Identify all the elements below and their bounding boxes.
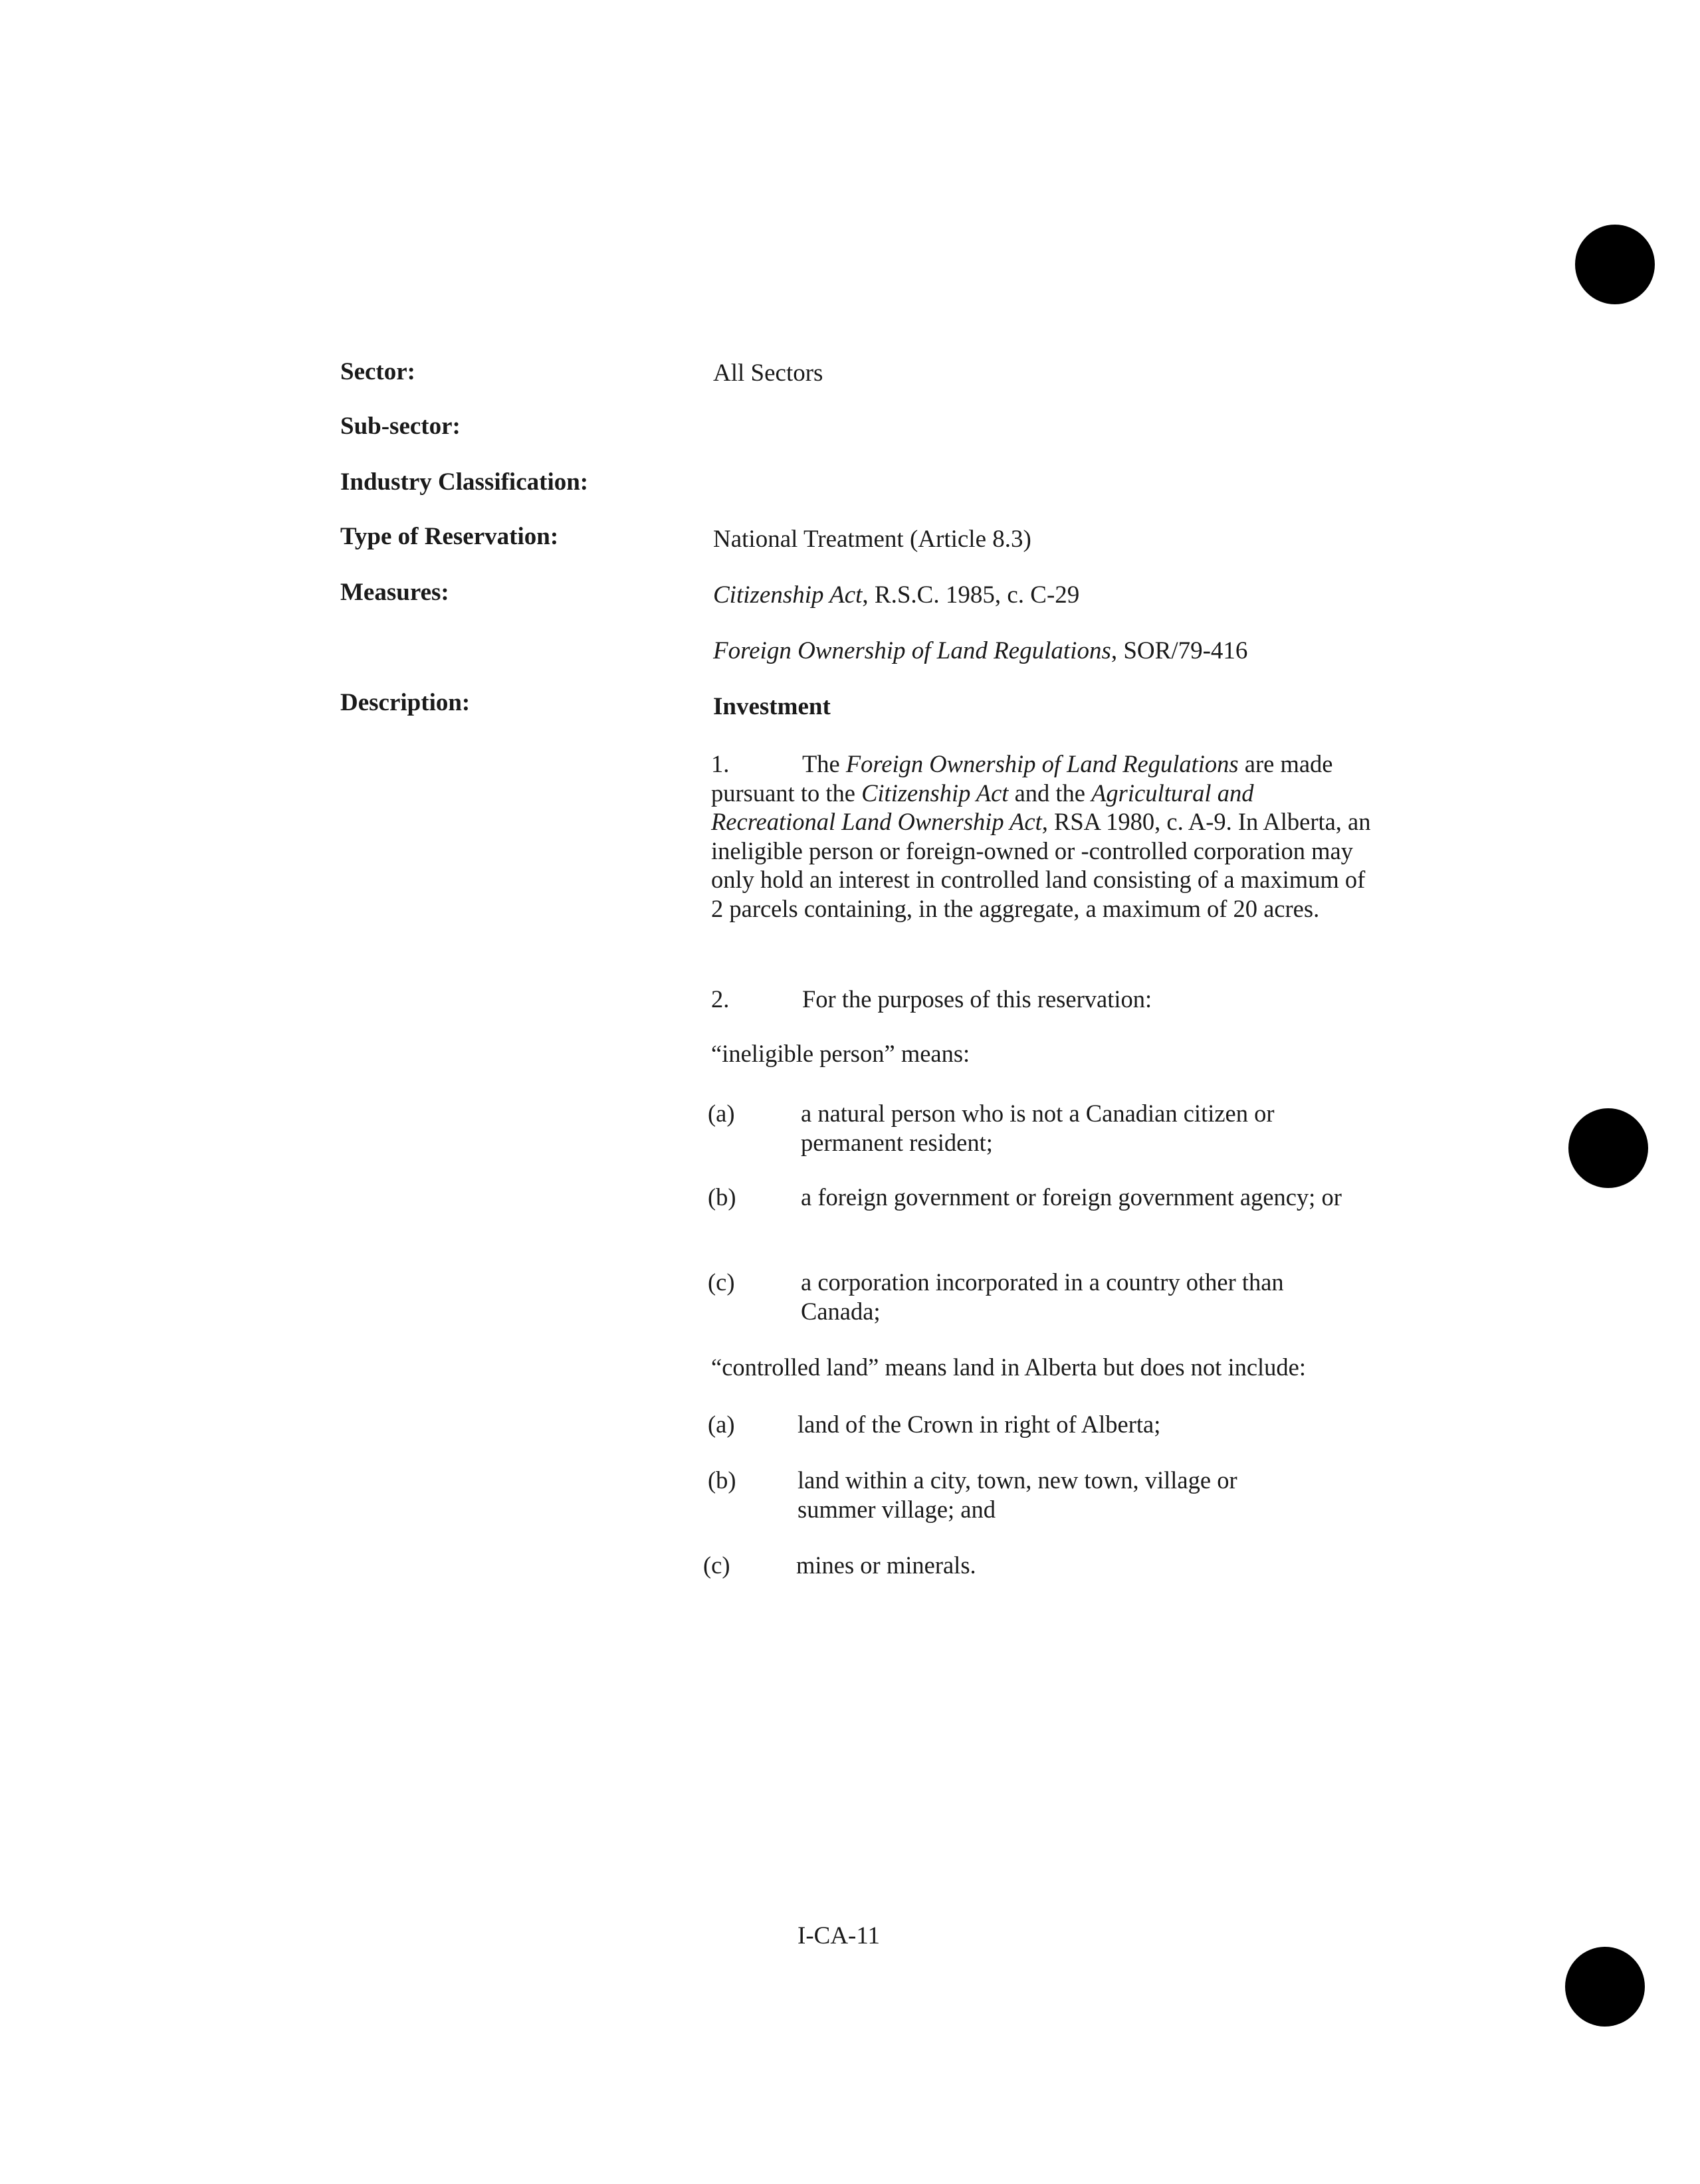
p1-text-2: are made pursuant to the bbox=[711, 750, 1333, 807]
punch-hole-bottom bbox=[1565, 1947, 1645, 2027]
ineligible-item-b-letter: (b) bbox=[708, 1183, 736, 1211]
sub-sector-label: Sub-sector: bbox=[340, 413, 461, 440]
type-of-reservation-value: National Treatment (Article 8.3) bbox=[713, 526, 1031, 553]
controlled-item-a-text: land of the Crown in right of Alberta; bbox=[797, 1411, 1161, 1438]
ineligible-person-intro: “ineligible person” means: bbox=[711, 1040, 970, 1067]
ineligible-item-c-letter: (c) bbox=[708, 1268, 735, 1296]
punch-hole-top bbox=[1575, 225, 1655, 304]
sector-value: All Sectors bbox=[713, 359, 823, 387]
controlled-item-c-text: mines or minerals. bbox=[796, 1551, 976, 1579]
p1-text-3: and the bbox=[1008, 779, 1092, 807]
measure-2-title: Foreign Ownership of Land Regulations bbox=[713, 637, 1111, 664]
ineligible-item-a-text: a natural person who is not a Canadian citizen or permanent resident; bbox=[801, 1100, 1275, 1156]
controlled-item-b-letter: (b) bbox=[708, 1466, 736, 1494]
industry-classification-label: Industry Classification: bbox=[340, 468, 589, 496]
p1-italic-1: Foreign Ownership of Land Regulations bbox=[845, 750, 1239, 777]
measure-1-title: Citizenship Act bbox=[713, 581, 863, 609]
controlled-item-a-letter: (a) bbox=[708, 1411, 735, 1438]
p1-text-1: The bbox=[802, 750, 846, 777]
measure-foreign-ownership-regs bbox=[713, 637, 1247, 666]
measure-citizenship-act bbox=[713, 581, 1079, 610]
description-paragraph-1 bbox=[711, 749, 1376, 923]
description-heading: Investment bbox=[713, 693, 831, 720]
measure-2-ref: , SOR/79-416 bbox=[1111, 637, 1248, 664]
description-label: Description: bbox=[340, 689, 471, 716]
p1-italic-3: Agricultural and Recreational Land Ownership Act, bbox=[711, 779, 1254, 835]
paragraph-2-number: 2. bbox=[711, 985, 730, 1013]
measures-label: Measures: bbox=[340, 579, 449, 606]
punch-hole-middle bbox=[1568, 1108, 1648, 1188]
description-paragraph-2 bbox=[711, 985, 1376, 1014]
ineligible-item-b-text: a foreign government or foreign government agency; or bbox=[801, 1183, 1342, 1211]
controlled-item-c-letter: (c) bbox=[703, 1551, 730, 1579]
controlled-land-intro: “controlled land” means land in Alberta but does not include: bbox=[711, 1353, 1307, 1381]
measure-1-ref: , R.S.C. 1985, c. C-29 bbox=[862, 581, 1080, 609]
type-of-reservation-label: Type of Reservation: bbox=[340, 523, 559, 550]
sector-label: Sector: bbox=[340, 358, 415, 385]
page-number: I-CA-11 bbox=[797, 1922, 880, 1949]
p1-text-4: RSA 1980, c. A-9. In Alberta, an ineligible person or foreign-owned or -controlled corporation may only hold an interest in controlled land consisting of a maximum of 2 parcels containing, in the aggregate, a maximum of 20 acres. bbox=[711, 808, 1371, 922]
ineligible-item-a-letter: (a) bbox=[708, 1100, 735, 1127]
controlled-item-b-text: land within a city, town, new town, village or summer village; and bbox=[797, 1466, 1237, 1523]
paragraph-1-number: 1. bbox=[711, 750, 730, 777]
paragraph-2-text: For the purposes of this reservation: bbox=[802, 985, 1152, 1013]
p1-italic-2: Citizenship Act bbox=[861, 779, 1009, 807]
ineligible-item-c-text: a corporation incorporated in a country other than Canada; bbox=[801, 1268, 1284, 1325]
